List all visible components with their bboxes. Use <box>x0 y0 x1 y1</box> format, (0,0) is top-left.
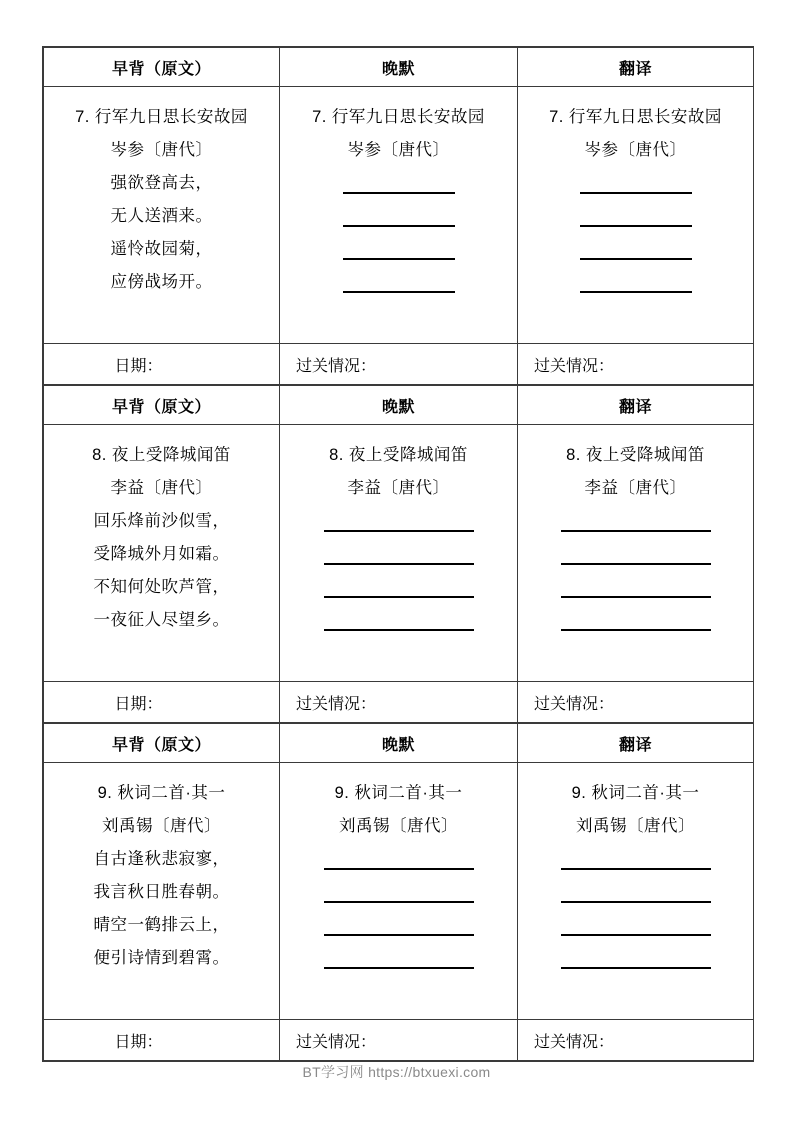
status-label: 过关情况： <box>534 695 615 713</box>
header-cell-morning <box>44 48 280 87</box>
block-header-row <box>44 724 754 763</box>
header-label-evening: 晚默 <box>381 60 415 78</box>
answer-rule[interactable] <box>580 167 692 200</box>
poem-verse: 晴空一鹤排云上， <box>93 916 230 934</box>
block-header-row <box>44 48 754 87</box>
header-label-morning: 早背（原文） <box>111 736 211 754</box>
dictation-status-cell[interactable] <box>280 344 518 385</box>
poem-table-container <box>42 46 754 1062</box>
poem-author: 李益〔唐代〕 <box>110 479 213 497</box>
poem-title: 9. 秋词二首·其一 <box>97 784 226 802</box>
poem-original <box>44 439 279 637</box>
dictation-cell[interactable] <box>280 425 518 682</box>
answer-rule[interactable] <box>561 604 711 637</box>
answer-rule[interactable] <box>561 909 711 942</box>
header-cell-morning <box>44 386 280 425</box>
header-label-translation: 翻译 <box>618 736 652 754</box>
poem-verse: 强欲登高去， <box>110 174 213 192</box>
dictation-cell[interactable] <box>280 763 518 1020</box>
poem-block-8 <box>43 385 754 723</box>
answer-rule[interactable] <box>561 571 711 604</box>
poem-verse: 不知何处吹芦管， <box>93 578 230 596</box>
poem-verse: 一夜征人尽望乡。 <box>93 611 230 629</box>
header-label-translation: 翻译 <box>618 60 652 78</box>
block-body-row <box>44 763 754 1020</box>
answer-rule[interactable] <box>324 876 474 909</box>
answer-rule[interactable] <box>343 233 455 266</box>
translation-cell[interactable] <box>518 87 754 344</box>
poem-verse: 自古逢秋悲寂寥， <box>93 850 230 868</box>
poem-dictation-heading <box>280 101 517 167</box>
date-label: 日期： <box>114 357 163 375</box>
answer-rule[interactable] <box>343 266 455 299</box>
poem-verse: 受降城外月如霜。 <box>93 545 230 563</box>
header-cell-translation <box>518 724 754 763</box>
date-cell[interactable] <box>44 344 280 385</box>
answer-rule[interactable] <box>561 505 711 538</box>
block-footer-row <box>44 344 754 385</box>
site-watermark: BT学习网 https://btxuexi.com <box>302 1064 491 1080</box>
poem-translation-heading <box>518 101 753 167</box>
block-body-row <box>44 87 754 344</box>
translation-status-cell[interactable] <box>518 1020 754 1061</box>
header-cell-translation <box>518 386 754 425</box>
poem-author: 刘禹锡〔唐代〕 <box>102 817 221 835</box>
header-cell-evening <box>280 386 518 425</box>
poem-author: 刘禹锡〔唐代〕 <box>339 817 458 835</box>
poem-author: 岑参〔唐代〕 <box>110 141 213 159</box>
dictation-answer-rules[interactable] <box>280 167 517 299</box>
translation-cell[interactable] <box>518 425 754 682</box>
dictation-status-cell[interactable] <box>280 682 518 723</box>
dictation-cell[interactable] <box>280 87 518 344</box>
header-label-evening: 晚默 <box>381 736 415 754</box>
answer-rule[interactable] <box>561 942 711 975</box>
answer-rule[interactable] <box>324 505 474 538</box>
poem-original <box>44 777 279 975</box>
poem-verse: 无人送酒来。 <box>110 207 213 225</box>
poem-author: 李益〔唐代〕 <box>584 479 687 497</box>
poem-verse: 应傍战场开。 <box>110 273 213 291</box>
date-cell[interactable] <box>44 1020 280 1061</box>
header-label-morning: 早背（原文） <box>111 398 211 416</box>
poem-dictation-heading <box>280 439 517 505</box>
poem-translation-heading <box>518 777 753 843</box>
translation-answer-rules[interactable] <box>518 167 753 299</box>
answer-rule[interactable] <box>580 200 692 233</box>
poem-title: 7. 行军九日思长安故园 <box>75 108 248 126</box>
answer-rule[interactable] <box>324 843 474 876</box>
translation-cell[interactable] <box>518 763 754 1020</box>
block-footer-row <box>44 682 754 723</box>
poem-author: 岑参〔唐代〕 <box>584 141 687 159</box>
poem-title: 8. 夜上受降城闻笛 <box>566 446 705 464</box>
poem-author: 刘禹锡〔唐代〕 <box>576 817 695 835</box>
status-label: 过关情况： <box>534 1033 615 1051</box>
date-cell[interactable] <box>44 682 280 723</box>
answer-rule[interactable] <box>324 604 474 637</box>
date-label: 日期： <box>114 695 163 713</box>
block-header-row <box>44 386 754 425</box>
translation-status-cell[interactable] <box>518 682 754 723</box>
poem-verse: 我言秋日胜春朝。 <box>93 883 230 901</box>
answer-rule[interactable] <box>324 538 474 571</box>
status-label: 过关情况： <box>534 357 615 375</box>
poem-block-9 <box>43 723 754 1061</box>
answer-rule[interactable] <box>580 266 692 299</box>
poem-title: 9. 秋词二首·其一 <box>334 784 463 802</box>
poem-title: 8. 夜上受降城闻笛 <box>92 446 231 464</box>
translation-answer-rules[interactable] <box>518 505 753 637</box>
status-label: 过关情况： <box>296 1033 377 1051</box>
answer-rule[interactable] <box>324 909 474 942</box>
answer-rule[interactable] <box>324 571 474 604</box>
original-text-cell <box>44 425 280 682</box>
poem-title: 9. 秋词二首·其一 <box>571 784 700 802</box>
block-body-row <box>44 425 754 682</box>
header-cell-morning <box>44 724 280 763</box>
status-label: 过关情况： <box>296 695 377 713</box>
poem-title: 8. 夜上受降城闻笛 <box>329 446 468 464</box>
header-label-translation: 翻译 <box>618 398 652 416</box>
answer-rule[interactable] <box>324 942 474 975</box>
poem-title: 7. 行军九日思长安故园 <box>312 108 485 126</box>
original-text-cell <box>44 87 280 344</box>
poem-title: 7. 行军九日思长安故园 <box>549 108 722 126</box>
poem-translation-heading <box>518 439 753 505</box>
poem-block-7 <box>43 47 754 385</box>
poem-author: 岑参〔唐代〕 <box>347 141 450 159</box>
original-text-cell <box>44 763 280 1020</box>
answer-rule[interactable] <box>343 200 455 233</box>
translation-answer-rules[interactable] <box>518 843 753 975</box>
dictation-answer-rules[interactable] <box>280 843 517 975</box>
dictation-status-cell[interactable] <box>280 1020 518 1061</box>
poem-original <box>44 101 279 299</box>
block-footer-row <box>44 1020 754 1061</box>
answer-rule[interactable] <box>561 538 711 571</box>
header-label-evening: 晚默 <box>381 398 415 416</box>
poem-verse: 遥怜故园菊， <box>110 240 213 258</box>
header-cell-evening <box>280 724 518 763</box>
status-label: 过关情况： <box>296 357 377 375</box>
poem-author: 李益〔唐代〕 <box>347 479 450 497</box>
header-label-morning: 早背（原文） <box>111 60 211 78</box>
answer-rule[interactable] <box>343 167 455 200</box>
answer-rule[interactable] <box>561 876 711 909</box>
date-label: 日期： <box>114 1033 163 1051</box>
poem-dictation-heading <box>280 777 517 843</box>
header-cell-evening <box>280 48 518 87</box>
header-cell-translation <box>518 48 754 87</box>
answer-rule[interactable] <box>561 843 711 876</box>
dictation-answer-rules[interactable] <box>280 505 517 637</box>
translation-status-cell[interactable] <box>518 344 754 385</box>
poem-verse: 便引诗情到碧霄。 <box>93 949 230 967</box>
answer-rule[interactable] <box>580 233 692 266</box>
poem-verse: 回乐烽前沙似雪， <box>93 512 230 530</box>
